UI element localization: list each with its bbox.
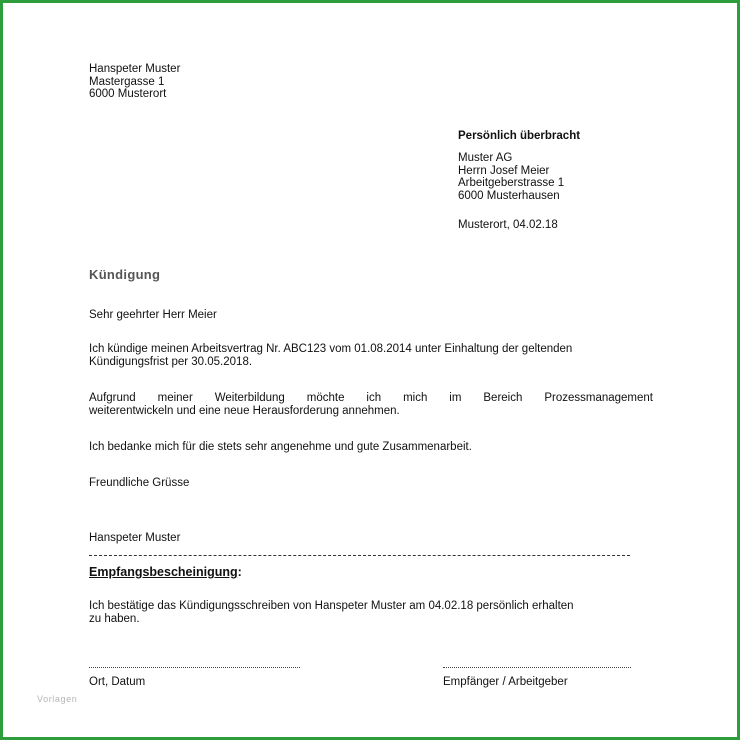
salutation: Sehr geehrter Herr Meier <box>89 309 217 321</box>
recipient-company: Muster AG <box>458 152 513 164</box>
employer-label: Empfänger / Arbeitgeber <box>443 676 568 688</box>
body-paragraph-3: Ich bedanke mich für die stets sehr angenehme und gute Zusammenarbeit. <box>89 441 472 453</box>
watermark: Vorlagen <box>37 694 78 704</box>
sender-address <box>89 63 180 101</box>
recipient-city: 6000 Musterhausen <box>458 189 560 202</box>
place-date: Musterort, 04.02.18 <box>458 219 558 231</box>
sender-name: Hanspeter Muster <box>89 63 181 75</box>
sender-street: Mastergasse 1 <box>89 75 165 88</box>
paragraph-line: Ich bestätige das Kündigungsschreiben von Hanspeter Muster am 04.02.18 persönlich erhalten <box>89 600 574 612</box>
receipt-heading <box>89 566 242 579</box>
recipient-address <box>458 152 564 202</box>
receipt-heading-colon: : <box>237 565 242 579</box>
delivery-note: Persönlich überbracht <box>458 130 581 142</box>
place-date-label: Ort, Datum <box>89 676 146 688</box>
paragraph-line: zu haben. <box>89 612 140 625</box>
signature-name: Hanspeter Muster <box>89 532 181 544</box>
place-date-signature-line <box>89 667 300 668</box>
receipt-heading-text: Empfangsbescheinigung <box>89 565 238 579</box>
sender-city: 6000 Musterort <box>89 88 167 100</box>
body-paragraph-1 <box>89 343 572 368</box>
paragraph-line: Ich kündige meinen Arbeitsvertrag Nr. ABC123 vom 01.08.2014 unter Einhaltung der geltenden <box>89 343 573 355</box>
paragraph-line: weiterentwickeln und eine neue Herausforderung annehmen. <box>89 404 400 417</box>
body-paragraph-2 <box>89 392 653 417</box>
paragraph-line: Aufgrund meiner Weiterbildung möchte ich mich im Bereich Prozessmanagement <box>89 392 653 404</box>
employer-signature-line <box>443 667 631 668</box>
recipient-contact: Herrn Josef Meier <box>458 164 550 177</box>
cut-line <box>89 555 630 556</box>
paragraph-line: Kündigungsfrist per 30.05.2018. <box>89 355 253 368</box>
recipient-street: Arbeitgeberstrasse 1 <box>458 177 565 189</box>
subject-line: Kündigung <box>89 267 161 282</box>
closing: Freundliche Grüsse <box>89 477 190 489</box>
receipt-text <box>89 600 574 625</box>
